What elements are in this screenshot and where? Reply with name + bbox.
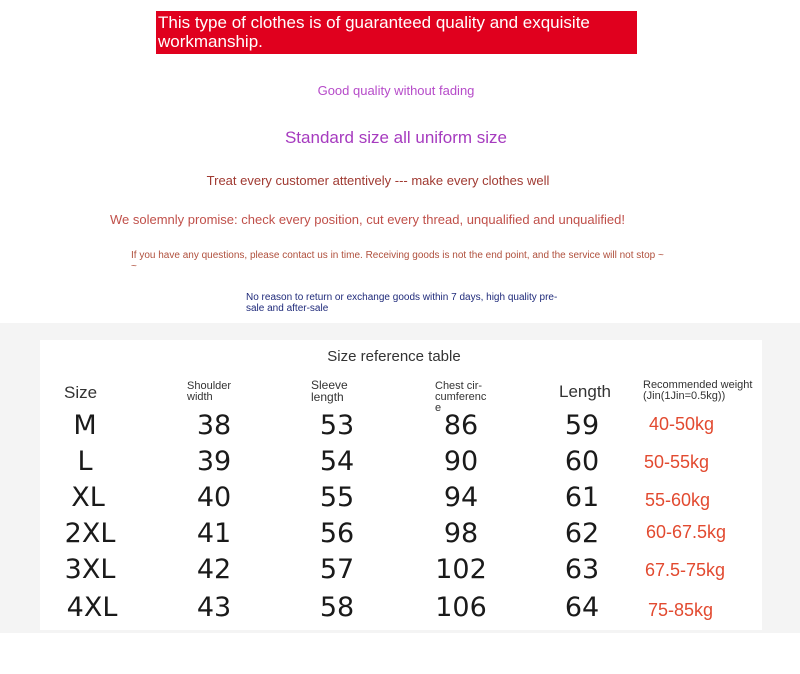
cell-shoulder: 39 bbox=[196, 446, 232, 477]
cell-size: XL bbox=[71, 482, 105, 513]
cell-weight: 60-67.5kg bbox=[646, 522, 727, 542]
cell-length: 62 bbox=[564, 518, 600, 549]
cell-length: 60 bbox=[564, 446, 600, 477]
cell-chest: 98 bbox=[443, 518, 479, 549]
cell-size: 2XL bbox=[64, 518, 116, 549]
cell-sleeve: 56 bbox=[319, 518, 355, 549]
cell-sleeve: 54 bbox=[319, 446, 355, 477]
cell-chest: 94 bbox=[443, 482, 479, 513]
header-shoulder: Shoulder width bbox=[187, 380, 232, 403]
cell-weight: 50-55kg bbox=[644, 452, 710, 472]
contact-line: If you have any questions, please contact us in time. Receiving goods is not the end point, and the service will not stop ~ ~ bbox=[131, 250, 664, 272]
cell-size: L bbox=[77, 446, 93, 477]
cell-length: 64 bbox=[564, 592, 600, 623]
cell-shoulder: 42 bbox=[196, 554, 232, 585]
cell-chest: 90 bbox=[443, 446, 479, 477]
cell-shoulder: 43 bbox=[196, 592, 232, 623]
cell-length: 63 bbox=[564, 554, 600, 585]
cell-sleeve: 53 bbox=[319, 410, 355, 441]
cell-length: 59 bbox=[564, 410, 600, 441]
cell-length: 61 bbox=[564, 482, 600, 513]
standard-size-line: Standard size all uniform size bbox=[284, 128, 508, 147]
cell-sleeve: 55 bbox=[319, 482, 355, 513]
cell-chest: 106 bbox=[435, 592, 487, 623]
cell-shoulder: 40 bbox=[196, 482, 232, 513]
header-weight: Recommended weight (Jin(1Jin=0.5kg)) bbox=[643, 379, 753, 402]
cell-weight: 67.5-75kg bbox=[645, 560, 726, 580]
cell-shoulder: 38 bbox=[196, 410, 232, 441]
cell-size: 3XL bbox=[64, 554, 116, 585]
cell-weight: 55-60kg bbox=[645, 490, 711, 510]
header-size: Size bbox=[64, 383, 98, 402]
treat-customer-line: Treat every customer attentively --- make every clothes well bbox=[206, 173, 550, 188]
cell-size: M bbox=[73, 410, 97, 441]
return-policy-line: No reason to return or exchange goods within 7 days, high quality pre-sale and after-sale bbox=[246, 292, 558, 314]
cell-weight: 75-85kg bbox=[648, 600, 714, 620]
promise-line: We solemnly promise: check every position, cut every thread, unqualified and unqualified! bbox=[110, 212, 625, 227]
cell-chest: 102 bbox=[435, 554, 487, 585]
quality-line: Good quality without fading bbox=[317, 83, 475, 98]
cell-chest: 86 bbox=[443, 410, 479, 441]
header-length: Length bbox=[559, 382, 611, 401]
size-table-title: Size reference table bbox=[327, 348, 461, 365]
cell-size: 4XL bbox=[66, 592, 118, 623]
cell-sleeve: 58 bbox=[319, 592, 355, 623]
cell-sleeve: 57 bbox=[319, 554, 355, 585]
cell-shoulder: 41 bbox=[196, 518, 232, 549]
cell-weight: 40-50kg bbox=[649, 414, 715, 434]
header-chest: Chest cir-cumference bbox=[435, 380, 487, 414]
header-sleeve: Sleeve length bbox=[311, 378, 348, 404]
quality-banner: This type of clothes is of guaranteed quality and exquisite workmanship. bbox=[156, 11, 637, 54]
